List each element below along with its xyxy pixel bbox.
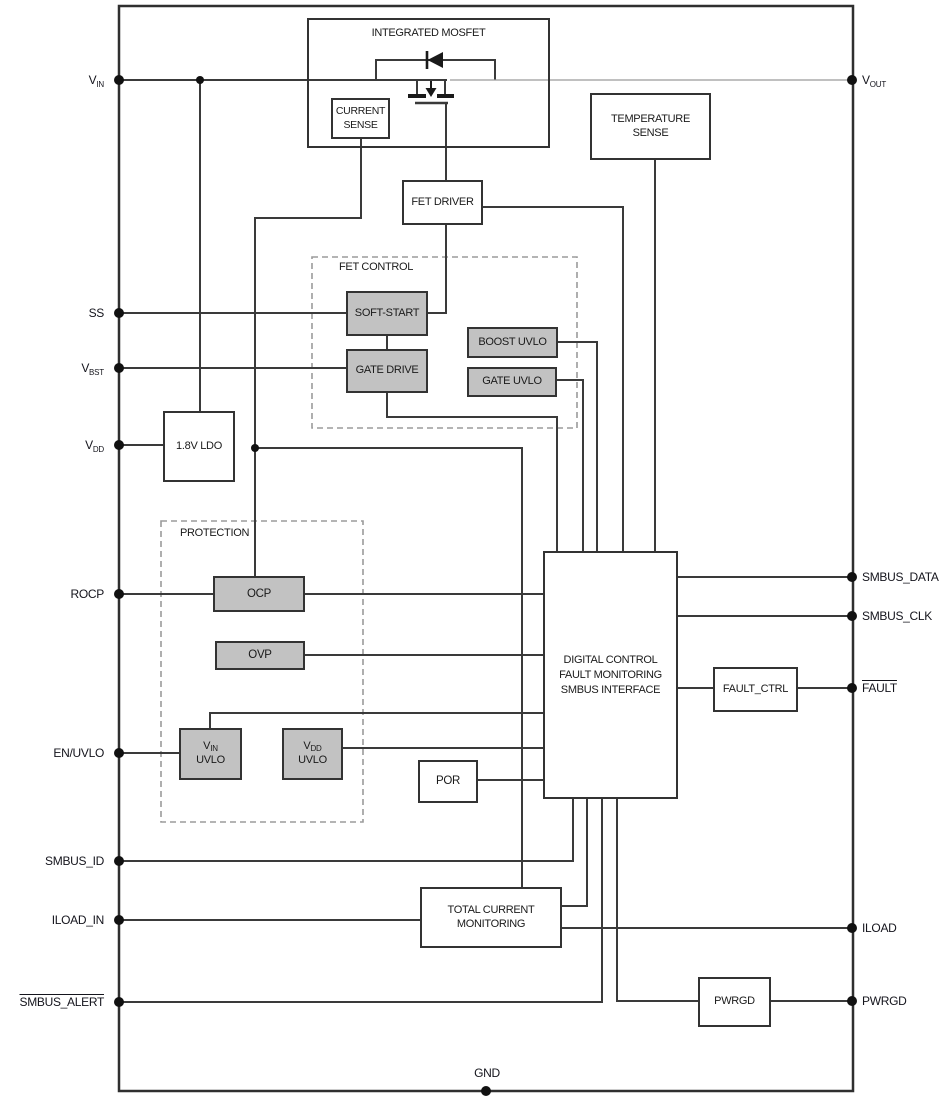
block-label: BOOST UVLO [478, 335, 547, 348]
block-vin-uvlo [179, 728, 242, 780]
block-label: FAULT_CTRL [722, 682, 789, 695]
block-boost-uvlo [467, 327, 558, 358]
pin-dot-smbus-alert [114, 997, 124, 1007]
pin-dot-gnd [481, 1086, 491, 1096]
block-pwrgd [698, 977, 771, 1027]
pin-dot-smbus-data [847, 572, 857, 582]
block-fet-driver [402, 180, 483, 225]
block-gate-drive [346, 349, 428, 393]
pin-dot-fault [847, 683, 857, 693]
wire-vin-uvlo-to-digital [210, 713, 543, 728]
pin-dot-en-uvlo [114, 748, 124, 758]
pin-dot-iload-in [114, 915, 124, 925]
block-label: OCP [246, 587, 272, 600]
pin-dot-vin [114, 75, 124, 85]
block-soft-start [346, 291, 428, 336]
wire-digital-to-total-current [562, 799, 587, 906]
block-fault-ctrl [713, 667, 798, 712]
wire-smbus-id [119, 799, 573, 861]
block-label: $V_{DD}$ UVLO [298, 740, 327, 767]
pin-dot-vbst [114, 363, 124, 373]
block-label: FET DRIVER [411, 195, 474, 208]
pin-dot-smbus-id [114, 856, 124, 866]
pin-label-smbus-data: SMBUS_DATA [862, 570, 939, 584]
block-digital-control [543, 551, 678, 799]
fet-control-group-label: FET CONTROL [339, 261, 414, 273]
block-total-current-monitoring [420, 887, 562, 948]
block-ocp [213, 576, 305, 612]
block-label: GATE DRIVE [355, 364, 419, 377]
block-temperature-sense [590, 93, 711, 160]
pin-dot-vdd [114, 440, 124, 450]
block-ldo [163, 411, 235, 482]
pin-label-vdd: $V_{DD}$ [85, 438, 104, 454]
pin-label-smbus-clk: SMBUS_CLK [862, 609, 932, 623]
block-ovp [215, 641, 305, 670]
block-label: INTEGRATED MOSFET [371, 27, 486, 39]
pin-dot-ss [114, 308, 124, 318]
block-por [418, 760, 478, 803]
pin-label-iload: ILOAD [862, 921, 897, 935]
wire-digital-to-pwrgd [617, 799, 698, 1001]
pin-label-gnd: GND [474, 1066, 500, 1080]
pin-label-pwrgd: PWRGD [862, 994, 907, 1008]
block-gate-uvlo [467, 367, 557, 397]
block-label: $V_{IN}$ UVLO [196, 740, 225, 767]
block-label: 1.8V LDO [176, 439, 222, 452]
junction-dot-vin [196, 76, 204, 84]
protection-group-label: PROTECTION [180, 527, 250, 539]
pin-dot-rocp [114, 589, 124, 599]
block-label: GATE UVLO [482, 375, 542, 388]
pin-label-en-uvlo: EN/UVLO [53, 746, 104, 760]
wire-fet-driver-to-soft-start [428, 225, 446, 313]
pin-label-rocp: ROCP [70, 587, 104, 601]
pin-dot-pwrgd [847, 996, 857, 1006]
junction-dot-current-sense [251, 444, 259, 452]
pin-dot-iload [847, 923, 857, 933]
block-label: DIGITAL CONTROL FAULT MONITORING SMBUS INTERFACE [559, 653, 662, 696]
block-label: TOTAL CURRENT MONITORING [447, 903, 535, 930]
block-label: TEMPERATURE SENSE [610, 112, 690, 139]
pin-label-fault: FAULT [862, 681, 897, 695]
wire-gate-drive-to-digital [387, 393, 557, 551]
pin-label-smbus-alert: SMBUS_ALERT [19, 995, 104, 1009]
pin-label-vout: $V_{OUT}$ [862, 73, 887, 89]
pin-dot-smbus-clk [847, 611, 857, 621]
pin-label-vin: $V_{IN}$ [88, 73, 104, 89]
wire-gate-uvlo-to-digital [557, 380, 583, 551]
block-label: OVP [248, 649, 272, 662]
block-label: CURRENT SENSE [335, 105, 386, 131]
block-vdd-uvlo [282, 728, 343, 780]
pin-label-vbst: $V_{BST}$ [81, 361, 104, 377]
pin-label-smbus-id: SMBUS_ID [45, 854, 104, 868]
block-label: PWRGD [714, 995, 755, 1008]
block-label: POR [435, 775, 461, 788]
pin-dot-vout [847, 75, 857, 85]
block-current-sense [331, 98, 390, 139]
block-label: SOFT-START [354, 306, 420, 319]
pin-label-ss: SS [88, 306, 104, 320]
pin-label-iload-in: ILOAD_IN [51, 913, 104, 927]
